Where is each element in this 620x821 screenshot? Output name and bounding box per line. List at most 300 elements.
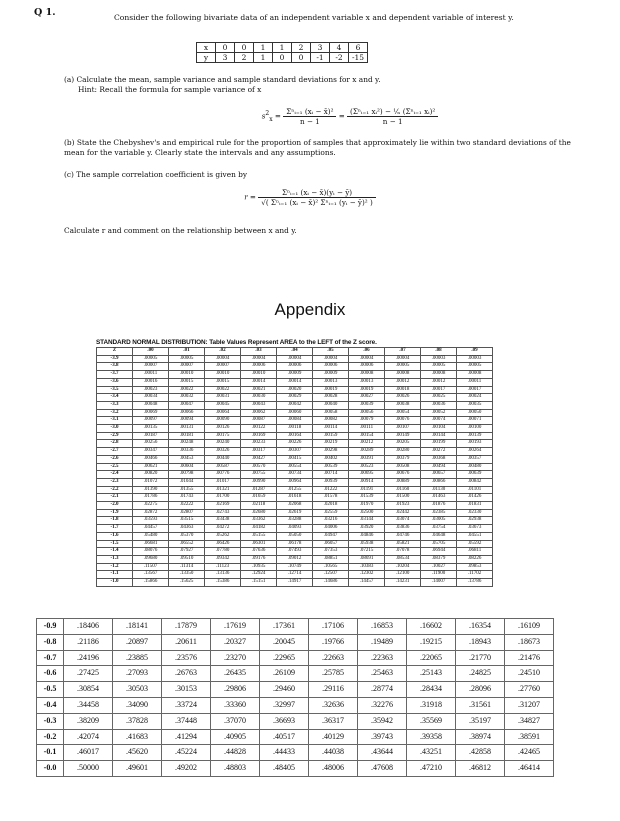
table-row <box>37 713 554 729</box>
table-row <box>97 571 493 579</box>
correlation-formula <box>210 188 410 207</box>
probability-cell: .02442 <box>385 509 421 517</box>
probability-cell: .00280 <box>385 448 421 456</box>
table-row <box>37 729 554 745</box>
probability-cell: .06057 <box>313 540 349 548</box>
probability-cell: .01659 <box>241 494 277 502</box>
probability-cell: .03754 <box>421 525 457 533</box>
probability-cell: .02330 <box>457 509 493 517</box>
question-intro-text: Consider the following bivariate data of an independent variable x and dependent variable of interest y. <box>114 13 514 22</box>
probability-cell: .02275 <box>133 502 169 510</box>
probability-cell: .00964 <box>277 478 313 486</box>
probability-cell: .01923 <box>385 502 421 510</box>
probability-cell: .00104 <box>421 425 457 433</box>
probability-cell: .00036 <box>421 401 457 409</box>
probability-cell: .22065 <box>407 650 456 666</box>
probability-cell: .06426 <box>205 540 241 548</box>
probability-cell: .14917 <box>277 579 313 587</box>
probability-cell: .13786 <box>457 579 493 587</box>
probability-cell: .00015 <box>205 378 241 386</box>
probability-cell: .32997 <box>260 697 309 713</box>
probability-cell: .29460 <box>260 682 309 698</box>
probability-cell: .00264 <box>457 448 493 456</box>
probability-cell: .00298 <box>313 448 349 456</box>
probability-cell: .00097 <box>133 417 169 425</box>
probability-cell: .32276 <box>358 697 407 713</box>
probability-cell: .10565 <box>313 563 349 571</box>
y-value: 3 <box>216 53 235 63</box>
probability-cell: .00657 <box>421 471 457 479</box>
probability-cell: .00440 <box>205 455 241 463</box>
probability-cell: .00820 <box>133 471 169 479</box>
probability-cell: .48006 <box>309 761 358 777</box>
probability-cell: .27093 <box>113 666 162 682</box>
probability-cell: .00066 <box>169 409 205 417</box>
probability-cell: .03216 <box>313 517 349 525</box>
probability-cell: .28096 <box>456 682 505 698</box>
probability-cell: .00587 <box>205 463 241 471</box>
z-score-cell: -3.8 <box>97 363 133 371</box>
z-score-cell: -2.9 <box>97 432 133 440</box>
probability-cell: .01876 <box>421 502 457 510</box>
probability-cell: .00011 <box>133 371 169 379</box>
z-score-cell: -0.3 <box>37 713 64 729</box>
probability-cell: .01191 <box>349 486 385 494</box>
probability-cell: .05050 <box>277 532 313 540</box>
probability-cell: .10027 <box>421 563 457 571</box>
probability-cell: .00714 <box>313 471 349 479</box>
probability-cell: .44433 <box>260 745 309 761</box>
y-value: -15 <box>349 53 368 63</box>
z-table-header: .09 <box>457 348 493 356</box>
probability-cell: .00570 <box>241 463 277 471</box>
z-score-cell: -1.1 <box>97 571 133 579</box>
table-row <box>97 378 493 386</box>
z-score-cell: -3.6 <box>97 378 133 386</box>
probability-cell: .02385 <box>421 509 457 517</box>
probability-cell: .11900 <box>421 571 457 579</box>
probability-cell: .01390 <box>133 486 169 494</box>
probability-cell: .00038 <box>385 401 421 409</box>
probability-cell: .16109 <box>505 619 554 635</box>
probability-cell: .15866 <box>133 579 169 587</box>
probability-cell: .00006 <box>349 363 385 371</box>
table-row <box>97 448 493 456</box>
probability-cell: .00050 <box>457 409 493 417</box>
probability-cell: .01017 <box>205 478 241 486</box>
probability-cell: .20611 <box>162 634 211 650</box>
probability-cell: .43251 <box>407 745 456 761</box>
table-row <box>97 363 493 371</box>
z-score-cell: -2.8 <box>97 440 133 448</box>
probability-cell: .00087 <box>241 417 277 425</box>
probability-cell: .00030 <box>241 394 277 402</box>
table-row <box>97 401 493 409</box>
probability-cell: .20897 <box>113 634 162 650</box>
probability-cell: .00064 <box>205 409 241 417</box>
probability-cell: .00639 <box>457 471 493 479</box>
z-score-cell: -2.1 <box>97 494 133 502</box>
probability-cell: .42074 <box>64 729 113 745</box>
probability-cell: .10749 <box>277 563 313 571</box>
probability-cell: .10204 <box>385 563 421 571</box>
probability-cell: .30503 <box>113 682 162 698</box>
probability-cell: .04457 <box>133 525 169 533</box>
probability-cell: .00914 <box>349 478 385 486</box>
probability-cell: .21770 <box>456 650 505 666</box>
x-value: 2 <box>292 43 311 53</box>
probability-cell: .03920 <box>349 525 385 533</box>
probability-cell: .49601 <box>113 761 162 777</box>
probability-cell: .00226 <box>277 440 313 448</box>
probability-cell: .00082 <box>313 417 349 425</box>
probability-cell: .45224 <box>162 745 211 761</box>
probability-cell: .08851 <box>313 555 349 563</box>
probability-cell: .26763 <box>162 666 211 682</box>
probability-cell: .04182 <box>241 525 277 533</box>
probability-cell: .37448 <box>162 713 211 729</box>
table-row <box>37 697 554 713</box>
probability-cell: .04551 <box>457 532 493 540</box>
probability-cell: .00523 <box>349 463 385 471</box>
probability-cell: .00003 <box>421 355 457 363</box>
table-row <box>97 471 493 479</box>
probability-cell: .00164 <box>277 432 313 440</box>
probability-cell: .00219 <box>313 440 349 448</box>
probability-cell: .00014 <box>277 378 313 386</box>
probability-cell: .40517 <box>260 729 309 745</box>
table-row <box>37 745 554 761</box>
z-score-cell: -1.8 <box>97 517 133 525</box>
probability-cell: .04746 <box>385 532 421 540</box>
probability-cell: .00008 <box>385 371 421 379</box>
probability-cell: .12302 <box>349 571 385 579</box>
z-score-cell: -1.6 <box>97 532 133 540</box>
table-row <box>97 355 493 363</box>
probability-cell: .01539 <box>349 494 385 502</box>
probability-cell: .17879 <box>162 619 211 635</box>
probability-cell: .27760 <box>505 682 554 698</box>
part-a <box>64 75 584 94</box>
probability-cell: .00939 <box>313 478 349 486</box>
probability-cell: .24510 <box>505 666 554 682</box>
table-row <box>97 548 493 556</box>
probability-cell: .02872 <box>133 509 169 517</box>
probability-cell: .20045 <box>260 634 309 650</box>
probability-cell: .00024 <box>457 394 493 402</box>
probability-cell: .00022 <box>205 386 241 394</box>
probability-cell: .24825 <box>456 666 505 682</box>
probability-cell: .00060 <box>277 409 313 417</box>
probability-cell: .24196 <box>64 650 113 666</box>
probability-cell: .18406 <box>64 619 113 635</box>
probability-cell: .00094 <box>169 417 205 425</box>
table-row <box>97 478 493 486</box>
probability-cell: .44828 <box>211 745 260 761</box>
probability-cell: .00289 <box>349 448 385 456</box>
z-table-header: .03 <box>241 348 277 356</box>
z-table-continued <box>36 618 554 777</box>
correlation-num: Σⁿᵢ₌₁ (xᵢ − x̄)(yᵢ − ȳ) <box>258 188 376 198</box>
probability-cell: .42858 <box>456 745 505 761</box>
probability-cell: .18943 <box>456 634 505 650</box>
probability-cell: .00212 <box>349 440 385 448</box>
probability-cell: .07927 <box>169 548 205 556</box>
x-value: 0 <box>235 43 254 53</box>
probability-cell: .00005 <box>133 355 169 363</box>
probability-cell: .13350 <box>169 571 205 579</box>
table-row <box>97 540 493 548</box>
probability-cell: .07493 <box>277 548 313 556</box>
probability-cell: .00135 <box>133 425 169 433</box>
part-c: (c) The sample correlation coefficient is given by <box>64 170 248 179</box>
probability-cell: .04363 <box>169 525 205 533</box>
variance-frac-2 <box>347 107 438 126</box>
probability-cell: .15386 <box>205 579 241 587</box>
x-value: 1 <box>273 43 292 53</box>
probability-cell: .00017 <box>457 386 493 394</box>
table-row <box>97 494 493 502</box>
z-table-header: .08 <box>421 348 457 356</box>
x-row <box>197 43 368 53</box>
y-value: 1 <box>254 53 273 63</box>
probability-cell: .05480 <box>133 532 169 540</box>
probability-cell: .00015 <box>169 378 205 386</box>
probability-cell: .00040 <box>313 401 349 409</box>
probability-cell: .00199 <box>421 440 457 448</box>
probability-cell: .22363 <box>358 650 407 666</box>
probability-cell: .00028 <box>313 394 349 402</box>
z-table-header: .00 <box>133 348 169 356</box>
table-row <box>97 409 493 417</box>
probability-cell: .00187 <box>133 432 169 440</box>
probability-cell: .04846 <box>349 532 385 540</box>
probability-cell: .06301 <box>241 540 277 548</box>
probability-cell: .00326 <box>205 448 241 456</box>
z-score-cell: -2.2 <box>97 486 133 494</box>
probability-cell: .14007 <box>421 579 457 587</box>
probability-cell: .01500 <box>385 494 421 502</box>
probability-cell: .00695 <box>349 471 385 479</box>
probability-cell: .50000 <box>64 761 113 777</box>
probability-cell: .00047 <box>169 401 205 409</box>
probability-cell: .00205 <box>385 440 421 448</box>
probability-cell: .43644 <box>358 745 407 761</box>
probability-cell: .00368 <box>421 455 457 463</box>
probability-cell: .34827 <box>505 713 554 729</box>
probability-cell: .12714 <box>277 571 313 579</box>
probability-cell: .47608 <box>358 761 407 777</box>
probability-cell: .00019 <box>313 386 349 394</box>
probability-cell: .13567 <box>133 571 169 579</box>
probability-cell: .00084 <box>277 417 313 425</box>
probability-cell: .46017 <box>64 745 113 761</box>
z-score-cell: -0.9 <box>37 619 64 635</box>
z-table-header: .06 <box>349 348 385 356</box>
probability-cell: .01786 <box>133 494 169 502</box>
probability-cell: .41683 <box>113 729 162 745</box>
probability-cell: .45620 <box>113 745 162 761</box>
probability-cell: .11702 <box>457 571 493 579</box>
table-row <box>97 579 493 587</box>
x-value: 0 <box>216 43 235 53</box>
table-row <box>97 502 493 510</box>
probability-cell: .00035 <box>457 401 493 409</box>
z-score-cell: -3.9 <box>97 355 133 363</box>
probability-cell: .00011 <box>457 378 493 386</box>
probability-cell: .00107 <box>385 425 421 433</box>
probability-cell: .37070 <box>211 713 260 729</box>
probability-cell: .00009 <box>313 371 349 379</box>
probability-cell: .00248 <box>169 440 205 448</box>
z-score-cell: -0.5 <box>37 682 64 698</box>
probability-cell: .00052 <box>421 409 457 417</box>
probability-cell: .04947 <box>313 532 349 540</box>
probability-cell: .30854 <box>64 682 113 698</box>
probability-cell: .35942 <box>358 713 407 729</box>
probability-cell: .11507 <box>133 563 169 571</box>
probability-cell: .14686 <box>313 579 349 587</box>
table-row <box>37 634 554 650</box>
probability-cell: .12924 <box>241 571 277 579</box>
probability-cell: .08379 <box>421 555 457 563</box>
table-row <box>97 463 493 471</box>
variance-den-2: n − 1 <box>382 117 403 126</box>
probability-cell: .08076 <box>133 548 169 556</box>
probability-cell: .00008 <box>349 371 385 379</box>
probability-cell: .34458 <box>64 697 113 713</box>
probability-cell: .00004 <box>313 355 349 363</box>
probability-cell: .09342 <box>205 555 241 563</box>
probability-cell: .00256 <box>133 440 169 448</box>
z-score-cell: -3.1 <box>97 417 133 425</box>
probability-cell: .00056 <box>349 409 385 417</box>
probability-cell: .00154 <box>349 432 385 440</box>
probability-cell: .00193 <box>457 440 493 448</box>
table-row <box>97 525 493 533</box>
x-value: 3 <box>311 43 330 53</box>
z-table-header: .04 <box>277 348 313 356</box>
probability-cell: .12100 <box>385 571 421 579</box>
probability-cell: .39743 <box>358 729 407 745</box>
probability-cell: .01101 <box>457 486 493 494</box>
probability-cell: .02222 <box>169 502 205 510</box>
probability-cell: .00014 <box>241 378 277 386</box>
question-number: Q 1. <box>34 7 56 18</box>
probability-cell: .16853 <box>358 619 407 635</box>
probability-cell: .05592 <box>457 540 493 548</box>
appendix-title: Appendix <box>274 300 346 319</box>
probability-cell: .36693 <box>260 713 309 729</box>
probability-cell: .06944 <box>421 548 457 556</box>
probability-cell: .20327 <box>211 634 260 650</box>
probability-cell: .01831 <box>457 502 493 510</box>
probability-cell: .00009 <box>277 371 313 379</box>
probability-cell: .00100 <box>457 425 493 433</box>
table-row <box>97 563 493 571</box>
probability-cell: .11123 <box>205 563 241 571</box>
variance-num-1: Σⁿᵢ₌₁ (xᵢ − x̄)² <box>283 107 336 117</box>
z-score-cell: -1.0 <box>97 579 133 587</box>
probability-cell: .00114 <box>313 425 349 433</box>
x-label: x <box>197 43 216 53</box>
probability-cell: .17106 <box>309 619 358 635</box>
probability-cell: .00357 <box>457 455 493 463</box>
variance-formula: $s^2_x$ = $\frac{\text{Σⁿᵢ₌₁ (xᵢ − x̄)²}}{n - 1}$ = $\frac{\text{(Σⁿᵢ₌₁ xᵢ²) − ¹⁄ₙ (Σⁿᵢ₌₁ xᵢ)²}}{n - 1}$ <box>200 107 500 126</box>
probability-cell: .14231 <box>385 579 421 587</box>
probability-cell: .00453 <box>169 455 205 463</box>
probability-cell: .00866 <box>421 478 457 486</box>
probability-cell: .08691 <box>349 555 385 563</box>
probability-cell: .00090 <box>205 417 241 425</box>
probability-cell: .01287 <box>241 486 277 494</box>
probability-cell: .00004 <box>241 355 277 363</box>
probability-cell: .42465 <box>505 745 554 761</box>
probability-cell: .00131 <box>169 425 205 433</box>
probability-cell: .19489 <box>358 634 407 650</box>
probability-cell: .00071 <box>457 417 493 425</box>
probability-cell: .02807 <box>169 509 205 517</box>
z-table-header-row <box>97 348 493 356</box>
probability-cell: .31207 <box>505 697 554 713</box>
z-score-cell: -2.0 <box>97 502 133 510</box>
z-score-cell: -3.5 <box>97 386 133 394</box>
probability-cell: .01072 <box>133 478 169 486</box>
probability-cell: .00798 <box>169 471 205 479</box>
probability-cell: .00755 <box>241 471 277 479</box>
probability-cell: .03288 <box>277 517 313 525</box>
probability-cell: .49202 <box>162 761 211 777</box>
table-row <box>37 666 554 682</box>
z-score-cell: -3.4 <box>97 394 133 402</box>
probability-cell: .06681 <box>133 540 169 548</box>
correlation-frac <box>258 188 376 207</box>
x-value: 1 <box>254 43 273 53</box>
probability-cell: .00307 <box>277 448 313 456</box>
probability-cell: .00010 <box>241 371 277 379</box>
x-value: 6 <box>349 43 368 53</box>
probability-cell: .05938 <box>349 540 385 548</box>
table-row <box>97 555 493 563</box>
probability-cell: .00021 <box>241 386 277 394</box>
probability-cell: .00013 <box>313 378 349 386</box>
probability-cell: .00008 <box>421 371 457 379</box>
probability-cell: .00007 <box>205 363 241 371</box>
probability-cell: .04272 <box>205 525 241 533</box>
variance-den-1: n − 1 <box>299 117 320 126</box>
probability-cell: .03836 <box>385 525 421 533</box>
table-row <box>97 486 493 494</box>
probability-cell: .10383 <box>349 563 385 571</box>
probability-cell: .00027 <box>349 394 385 402</box>
probability-cell: .00008 <box>457 371 493 379</box>
part-b: (b) State the Chebyshev's and empirical rule for the proportion of samples that approximately lie within two standard deviations of the mean for the variable y. Clearly state the intervals and any assumptions. <box>64 138 571 157</box>
probability-cell: .07353 <box>313 548 349 556</box>
z-score-cell: -0.7 <box>37 650 64 666</box>
probability-cell: .02169 <box>205 502 241 510</box>
table-row <box>97 425 493 433</box>
probability-cell: .48803 <box>211 761 260 777</box>
probability-cell: .02018 <box>313 502 349 510</box>
variance-num-2: (Σⁿᵢ₌₁ xᵢ²) − ¹⁄ₙ (Σⁿᵢ₌₁ xᵢ)² <box>347 107 438 117</box>
z-score-cell: -1.5 <box>97 540 133 548</box>
z-score-cell: -1.2 <box>97 563 133 571</box>
probability-cell: .41294 <box>162 729 211 745</box>
probability-cell: .23270 <box>211 650 260 666</box>
variance-lhs: s <box>261 111 266 121</box>
probability-cell: .22663 <box>309 650 358 666</box>
probability-cell: .27425 <box>64 666 113 682</box>
